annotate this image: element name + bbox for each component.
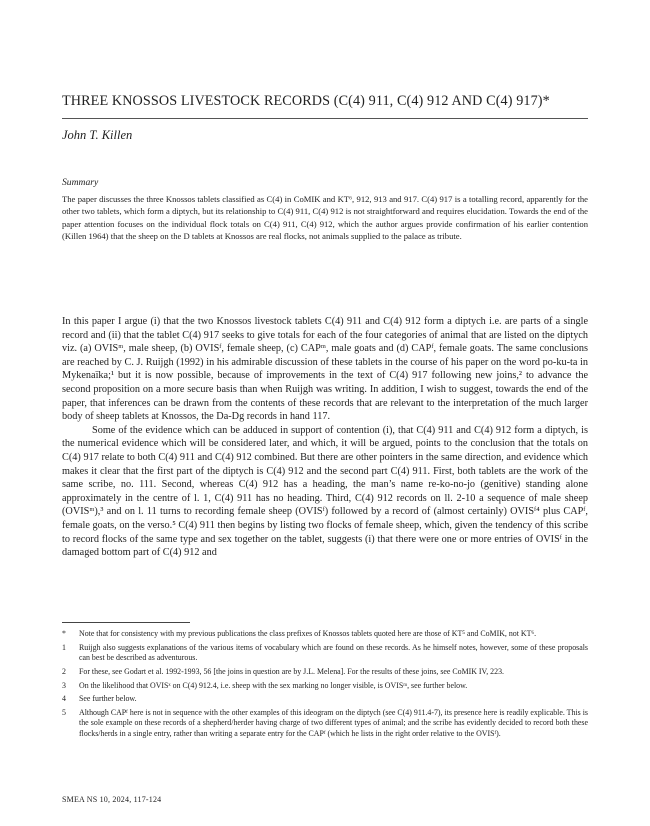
footnotes xyxy=(62,629,588,742)
article-body xyxy=(62,315,588,560)
footnote xyxy=(62,708,588,739)
journal-citation: SMEA NS 10, 2024, 117-124 xyxy=(62,795,162,804)
title-divider xyxy=(62,118,588,119)
footnote-mark: 3 xyxy=(62,680,66,690)
footnote-mark: 5 xyxy=(62,708,66,718)
footnote xyxy=(62,694,588,704)
footnote-mark: 2 xyxy=(62,666,66,676)
footnote-text: Note that for consistency with my previous publications the class prefixes of Knossos tablets quoted here are those of KT⁵ and CoMIK, not KT⁶. xyxy=(79,629,537,638)
footnote-divider xyxy=(62,622,190,623)
body-paragraph: In this paper I argue (i) that the two Knossos livestock tablets C(4) 911 and C(4) 912 form a diptych i.e. are parts of a single record and (ii) that the tablet C(4) 917 seeks to give totals for each of the four categories of animal that are listed on the diptych viz. (a) OVISᵐ, male sheep, (b) OVISᶠ, female sheep, (c) CAPᵐ, male goats and (d) CAPᶠ, female goats. The same conclusions are reached by C. J. Ruijgh (1992) in his admirable discussion of these tablets in the course of his paper on the word po-ku-ta in Mykenaïka;¹ but it is now possible, because of improvements in the text of C(4) 917 following new joins,² to advance the second proposition on a more secure basis than when Ruijgh was writing. In addition, I wish to suggest, towards the end of the paper, that inferences can be drawn from the contents of these records that are relevant to the interpretation of the much larger body of sheep tablets at Knossos, the Da-Dg records in hand 117. xyxy=(62,316,588,423)
footnote xyxy=(62,667,588,677)
article-author: John T. Killen xyxy=(62,128,133,142)
footnote-text: On the likelihood that OVISˣ on C(4) 912.4, i.e. sheep with the sex marking no longer visible, is OVISᵐ, see further below. xyxy=(79,680,468,690)
footnote-text: For these, see Godart et al. 1992-1993, 56 [the joins in question are by J.L. Melena]. For the results of these joins, see CoMIK IV, 223. xyxy=(79,666,504,676)
body-paragraph: Some of the evidence which can be adduced in support of contention (i), that C(4) 911 and C(4) 912 form a diptych, is the numerical evidence which will be considered later, and which, it will be argued, points to the conclusion that the totals on C(4) 917 relate to both C(4) 911 and C(4) 912 combined. But there are other pointers in the same direction, and evidence which makes it clear that the first part of the diptych is C(4) 912 and the second part C(4) 911. First, both tablets are the work of the same scribe, no. 111. Second, whereas C(4) 912 has a heading, the man’s name re-ko-no-jo (genitive) standing alone approximately in the centre of l. 1, C(4) 911 has no heading. Third, C(4) 912 records on ll. 2-10 a sequence of male sheep (OVISᵐ),³ and on l. 11 turns to recording female sheep (OVISᶠ) followed by a record of (almost certainly) OVISᶠ⁴ plus CAPᶠ, female goats, on the verso.⁵ C(4) 911 then begins by listing two flocks of female sheep, which, given the tendency of this scribe to record flocks of the same type and sex together on the tablet, suggests (i) that there were one or more entries of OVISᶠ in the damaged bottom part of C(4) 912 and xyxy=(62,424,588,559)
footnote-mark: 1 xyxy=(62,642,66,652)
footnote-mark: 4 xyxy=(62,694,66,704)
footnote-text: Although CAPᶠ here is not in sequence with the other examples of this ideogram on the diptych (see C(4) 911.4-7), its presence here is readily explicable. This is the sole example on these records of a shepherd/herder having charge of two different types of animal; and the scribe has evidently decided to record both these flocks/herds in a single entry, rather than writing a separate entry for the CAPᶠ (which he lists in the right order relative to the OVISᶠ). xyxy=(79,708,588,738)
footnote xyxy=(62,681,588,691)
footnote-text: Ruijgh also suggests explanations of the various items of vocabulary which are found on these records. As he himself notes, however, some of these proposals can best be described as adventurous. xyxy=(79,642,588,662)
footnote xyxy=(62,643,588,663)
summary-heading: Summary xyxy=(62,177,99,188)
footnote-mark: * xyxy=(62,629,66,638)
footnote xyxy=(62,629,588,639)
footnote-text: See further below. xyxy=(79,694,137,704)
article-title: THREE KNOSSOS LIVESTOCK RECORDS (C(4) 911, C(4) 912 AND C(4) 917)* xyxy=(62,93,550,109)
summary-text: The paper discusses the three Knossos tablets classified as C(4) in CoMIK and KT⁶, 912, 913 and 917. C(4) 917 is a totalling record, apparently for the other two tablets, which form a diptych, but its relationship to C(4) 911, C(4) 912 is not straightforward and requires elucidation. Towards the end of the paper attention focuses on the individual flock totals on C(4) 911, C(4) 912, which the author argues provide confirmation of his earlier contention (Killen 1964) that the sheep on the D tablets at Knossos are real flocks, not animals supplied to the palace as tribute. xyxy=(62,194,588,242)
